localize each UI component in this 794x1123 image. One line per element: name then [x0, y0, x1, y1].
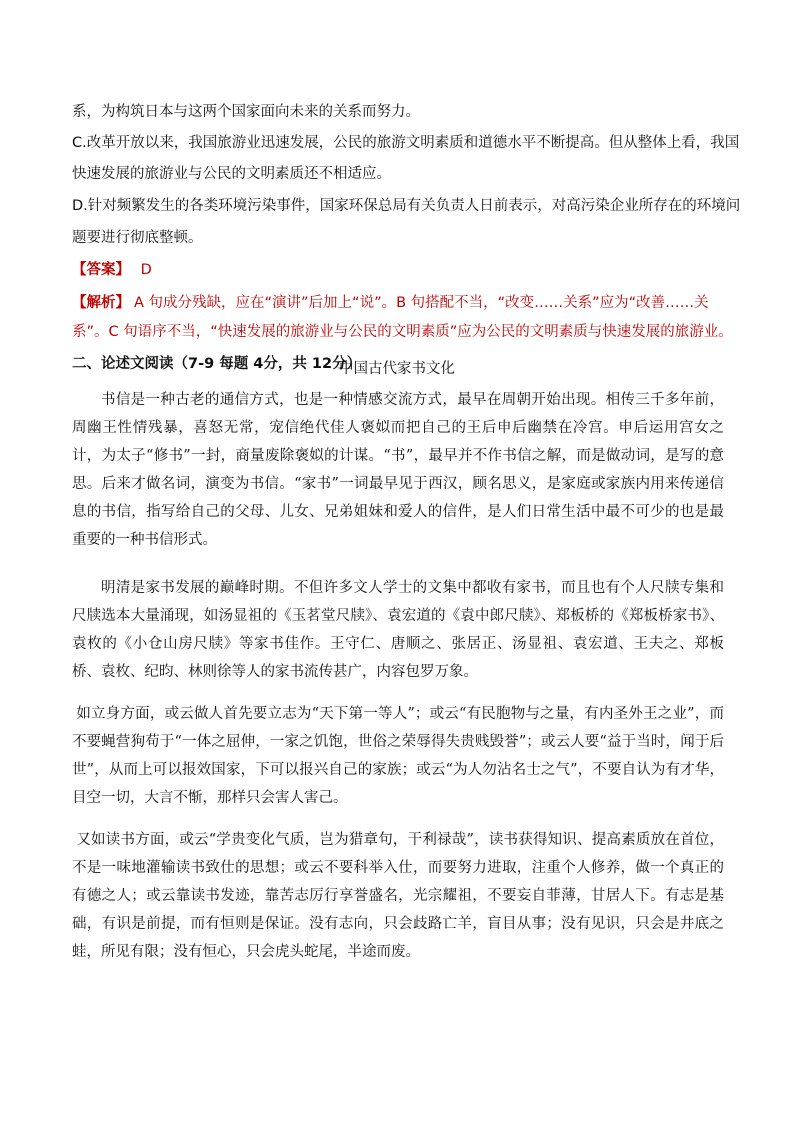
- option-c-line1: C.改革开放以来，我国旅游业迅速发展，公民的旅游文明素质和道德水平不断提高。但从整体上看，我国: [72, 135, 740, 151]
- essay-title: 中国古代家书文化: [339, 361, 455, 377]
- essay-paragraph-2: 明清是家书发展的巅峰时期。不但许多文人学士的文集中都收有家书，而且也有个人尺牍专集和尺牍选本大量涌现，如汤显祖的《玉茗堂尺牍》、袁宏道的《袁中郎尺牍》、郑板桥的《郑板桥家书》、袁枚的《小仓山房尺牍》等家书佳作。王守仁、唐顺之、张居正、汤显祖、袁宏道、王夫之、郑板桥、袁枚、纪昀、林则徐等人的家书流传甚广，内容包罗万象。: [72, 580, 724, 680]
- essay-paragraph-1: 书信是一种古老的通信方式，也是一种情感交流方式，最早在周朝开始出现。相传三千多年前，周幽王性情残暴，喜怒无常，宠信绝代佳人褒姒而把自己的王后申后幽禁在冷宫。申后运用宫女之计，为太子“修书”一封，商量废除褒姒的计谋。“书”，最早并不作书信之解，而是做动词，是写的意思。后来才做名词，演变为书信。“家书”一词最早见于西汉，顾名思义，是家庭或家族内用来传递信息的书信，指写给自己的父母、儿女、兄弟姐妹和爱人的信件，是人们日常生活中最不可少的也是最重要的一种书信形式。: [72, 392, 724, 548]
- analysis-line1-row: [72, 293, 709, 313]
- option-c-line2: 快速发展的旅游业与公民的文明素质还不相适应。: [72, 166, 391, 182]
- answer-value: D: [140, 262, 152, 278]
- section-heading: 二、论述文阅读（7-9 每题 4分，共 12分）: [72, 356, 362, 372]
- analysis-line1: A 句成分残缺，应在“演讲”后加上“说”。B 句搭配不当，“改变……关系”应为“改善……关: [134, 295, 709, 311]
- option-d-line1: D.针对频繁发生的各类环境污染事件，国家环保总局有关负责人日前表示，对高污染企业所存在的环境问: [72, 198, 741, 214]
- essay-paragraph-4: 又如读书方面，或云“学贵变化气质，岂为猎章句，干利禄哉”，读书获得知识、提高素质放在首位，不是一味地灌输读书致仕的思想；或云不要科举入仕，而要努力进取，注重个人修养，做一个真正的有德之人；或云靠读书发迹，靠苦志厉行享誉盛名，光宗耀祖，不要妄自菲薄，甘居人下。有志是基础，有识是前提，而有恒则是保证。没有志向，只会歧路亡羊，盲目从事；没有见识，只会是井底之蛙，所见有限；没有恒心，只会虎头蛇尾，半途而废。: [72, 832, 724, 960]
- option-d-line2: 题要进行彻底整顿。: [72, 230, 203, 246]
- answer-row: [72, 260, 152, 280]
- option-b-tail: 系，为构筑日本与这两个国家面向未来的关系而努力。: [72, 104, 420, 120]
- essay-body: [72, 386, 724, 966]
- answer-label: 【答案】: [72, 262, 130, 278]
- analysis-label: 【解析】: [72, 295, 130, 311]
- essay-paragraph-3: 如立身方面，或云做人首先要立志为“天下第一等人”；或云“有民胞物与之量，有内圣外王之业”，而不要蝇营狗苟于“一体之屈伸，一家之饥饱，世俗之荣辱得失贵贱毁誉”；或云人要“益于当时，闻于后世”，从而上可以报效国家，下可以报兴自己的家族；或云“为人勿沾名士之气”，不要自认为有才华，目空一切，大言不惭，那样只会害人害己。: [72, 706, 724, 806]
- analysis-line2: 系”。C 句语序不当，“快速发展的旅游业与公民的文明素质”应为公民的文明素质与快速发展的旅游业。: [72, 324, 733, 340]
